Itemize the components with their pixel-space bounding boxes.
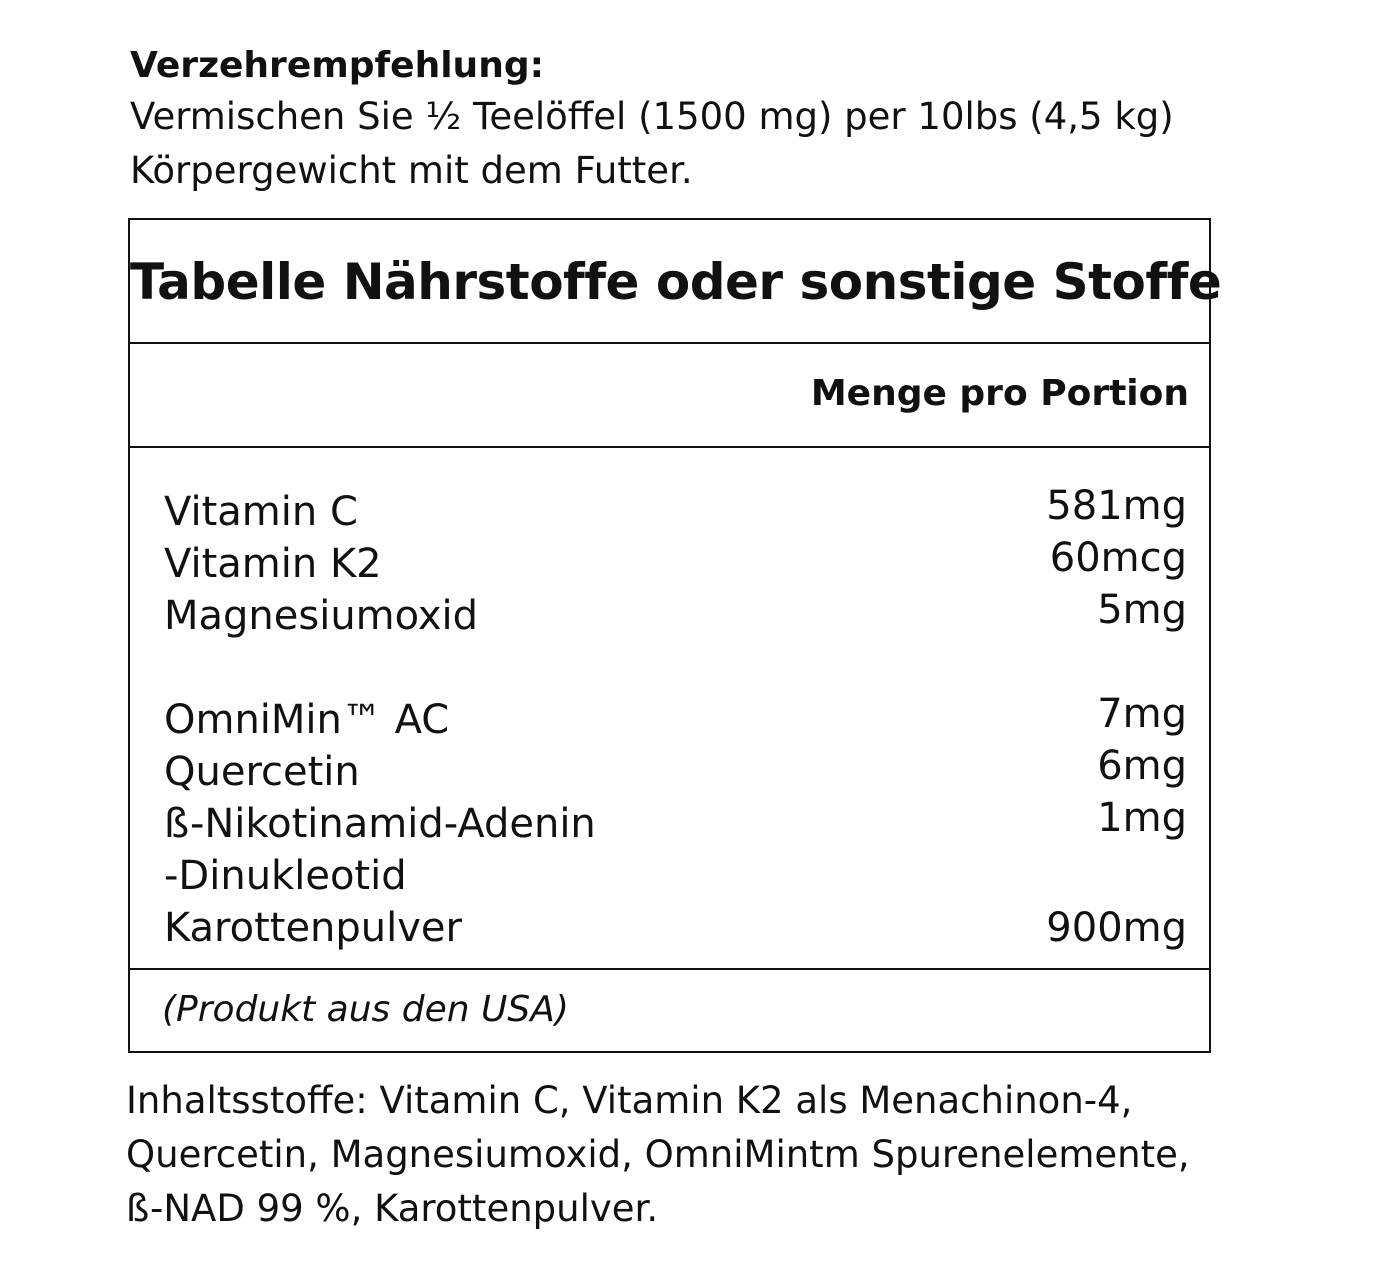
nutrient-name: Vitamin C <box>164 489 358 535</box>
nutrient-amount: 5mg <box>1097 587 1187 633</box>
nutrient-amount: 581mg <box>1046 483 1187 529</box>
nutrient-amount: 6mg <box>1097 743 1187 789</box>
nutrient-amount: 1mg <box>1097 795 1187 841</box>
ingredients-line-1: Inhaltsstoffe: Vitamin C, Vitamin K2 als Menachinon-4, <box>126 1079 1133 1122</box>
dosage-recommendation <box>130 42 1250 198</box>
nutrient-amount: 60mcg <box>1049 535 1187 581</box>
nutrient-table <box>128 218 1222 1053</box>
table-title: Tabelle Nährstoffe oder sonstige Stoffe <box>130 220 1209 344</box>
nutrient-name: Quercetin <box>164 749 360 795</box>
nutrient-amount: 900mg <box>1046 905 1187 951</box>
ingredients-line-3: ß-NAD 99 %, Karottenpulver. <box>126 1187 659 1230</box>
recommendation-heading: Verzehrempfehlung: <box>130 45 544 86</box>
ingredients-list <box>126 1074 1266 1236</box>
nutrient-name: Vitamin K2 <box>164 541 382 587</box>
nutrient-amount: 7mg <box>1097 691 1187 737</box>
table-rows <box>130 448 1209 970</box>
ingredients-line-2: Quercetin, Magnesiumoxid, OmniMintm Spurenelemente, <box>126 1133 1190 1176</box>
nutrient-name: Karottenpulver <box>164 905 462 951</box>
table-header <box>130 344 1209 448</box>
nutrient-name: -Dinukleotid <box>164 853 407 899</box>
nutrient-name: OmniMin™ AC <box>164 697 450 743</box>
recommendation-line-1: Vermischen Sie ½ Teelöffel (1500 mg) per 10lbs (4,5 kg) <box>130 95 1174 138</box>
nutrient-name: ß-Nikotinamid-Adenin <box>164 801 596 847</box>
recommendation-line-2: Körpergewicht mit dem Futter. <box>130 149 693 192</box>
nutrient-name: Magnesiumoxid <box>164 593 479 639</box>
column-header-amount: Menge pro Portion <box>810 373 1189 414</box>
origin-footnote: (Produkt aus den USA) <box>162 989 569 1030</box>
